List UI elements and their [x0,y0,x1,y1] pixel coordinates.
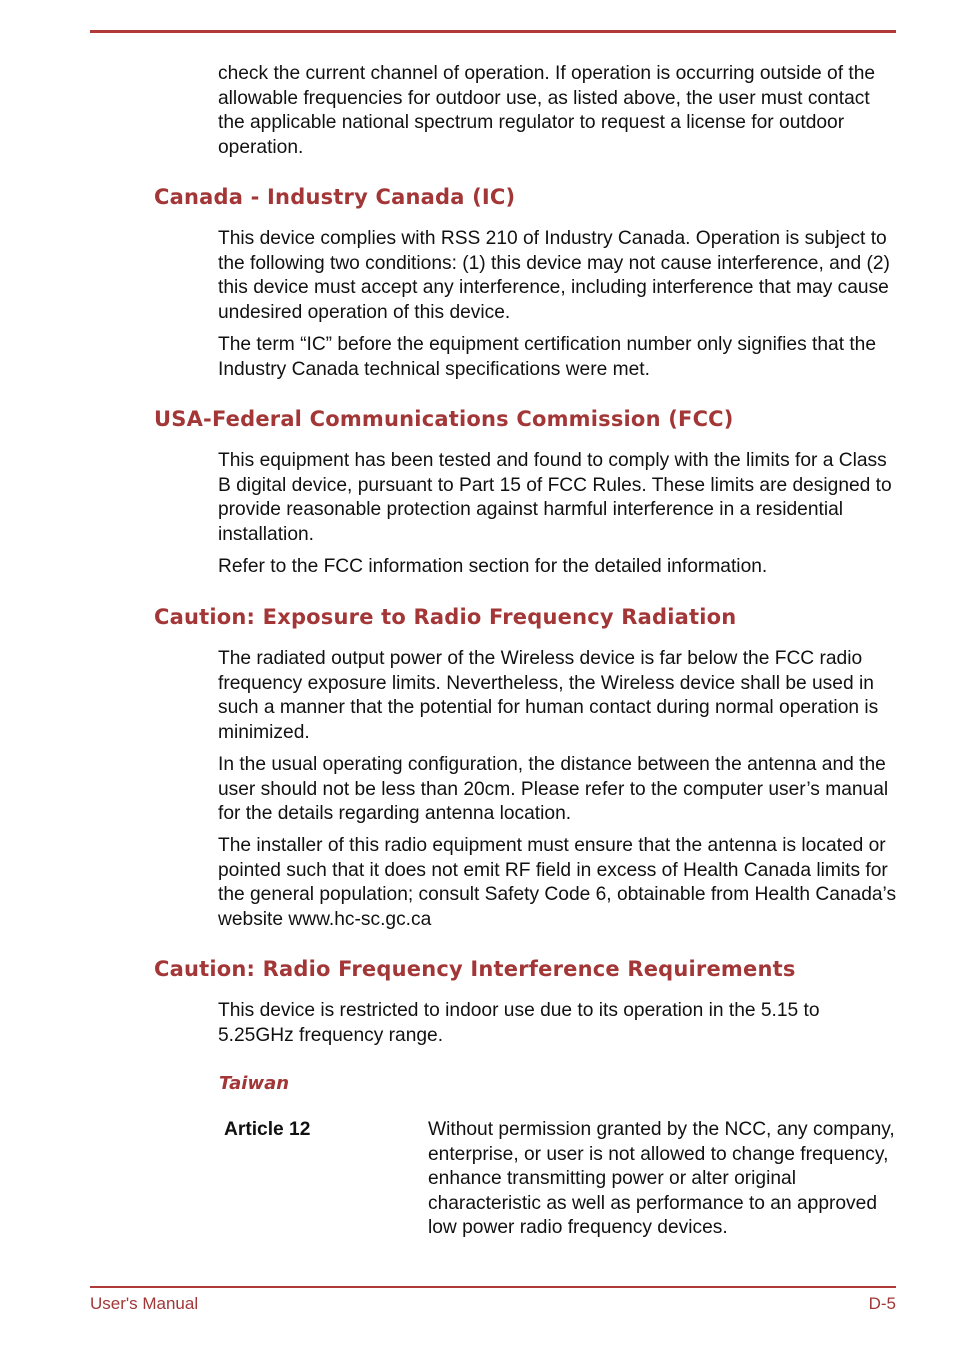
fcc-paragraph-2: Refer to the FCC information section for the detailed information. [218,556,768,577]
fcc-paragraph-1: This equipment has been tested and found to comply with the limits for a Class B digital device, pursuant to Part 15 of FCC Rules. These limits are designed to provide reasonable protection against harmful interference in a residential installation. [218,450,892,545]
rf-exposure-paragraph-3: The installer of this radio equipment must ensure that the antenna is located or pointed such that it does not emit RF field in excess of Health Canada limits for the general population; consult Safety Code 6, obtainable from Health Canada’s website www.hc-sc.gc.ca [218,835,897,930]
canada-paragraph-2: The term “IC” before the equipment certification number only signifies that the Industry Canada technical specifications were met. [218,334,877,380]
heading-rf-interference: Caution: Radio Frequency Interference Requirements [154,957,796,981]
canada-paragraph-1: This device complies with RSS 210 of Industry Canada. Operation is subject to the following two conditions: (1) this device may not cause interference, and (2) this device must accept any interference, including interference that may cause undesired operation of this device. [218,228,890,323]
footer-page-number: D-5 [868,1294,896,1313]
heading-rf-exposure: Caution: Exposure to Radio Frequency Radiation [154,605,737,629]
heading-canada-ic: Canada - Industry Canada (IC) [154,185,516,209]
heading-usa-fcc: USA-Federal Communications Commission (FCC) [154,407,734,431]
rf-interference-paragraph: This device is restricted to indoor use due to its operation in the 5.15 to 5.25GHz frequency range. [218,1000,820,1046]
article-label: Article 12 [224,1119,311,1140]
article-text: Without permission granted by the NCC, any company, enterprise, or user is not allowed to change frequency, enhance transmitting power or alter original characteristic as well as performance to an approved low power radio frequency devices. [428,1119,895,1238]
rf-exposure-paragraph-2: In the usual operating configuration, the distance between the antenna and the user should not be less than 20cm. Please refer to the computer user’s manual for the details regarding antenna location. [218,754,889,824]
rf-exposure-paragraph-1: The radiated output power of the Wireless device is far below the FCC radio frequency exposure limits. Nevertheless, the Wireless device shall be used in such a manner that the potential for human contact during normal operation is minimized. [218,648,879,743]
footer-manual-title: User's Manual [90,1294,199,1313]
top-divider [90,30,896,33]
intro-paragraph: check the current channel of operation. If operation is occurring outside of the allowable frequencies for outdoor use, as listed above, the user must contact the applicable national spectrum regulator to request a license for outdoor operation. [218,63,876,158]
subheading-taiwan: Taiwan [219,1073,290,1094]
bottom-divider [90,1286,896,1288]
